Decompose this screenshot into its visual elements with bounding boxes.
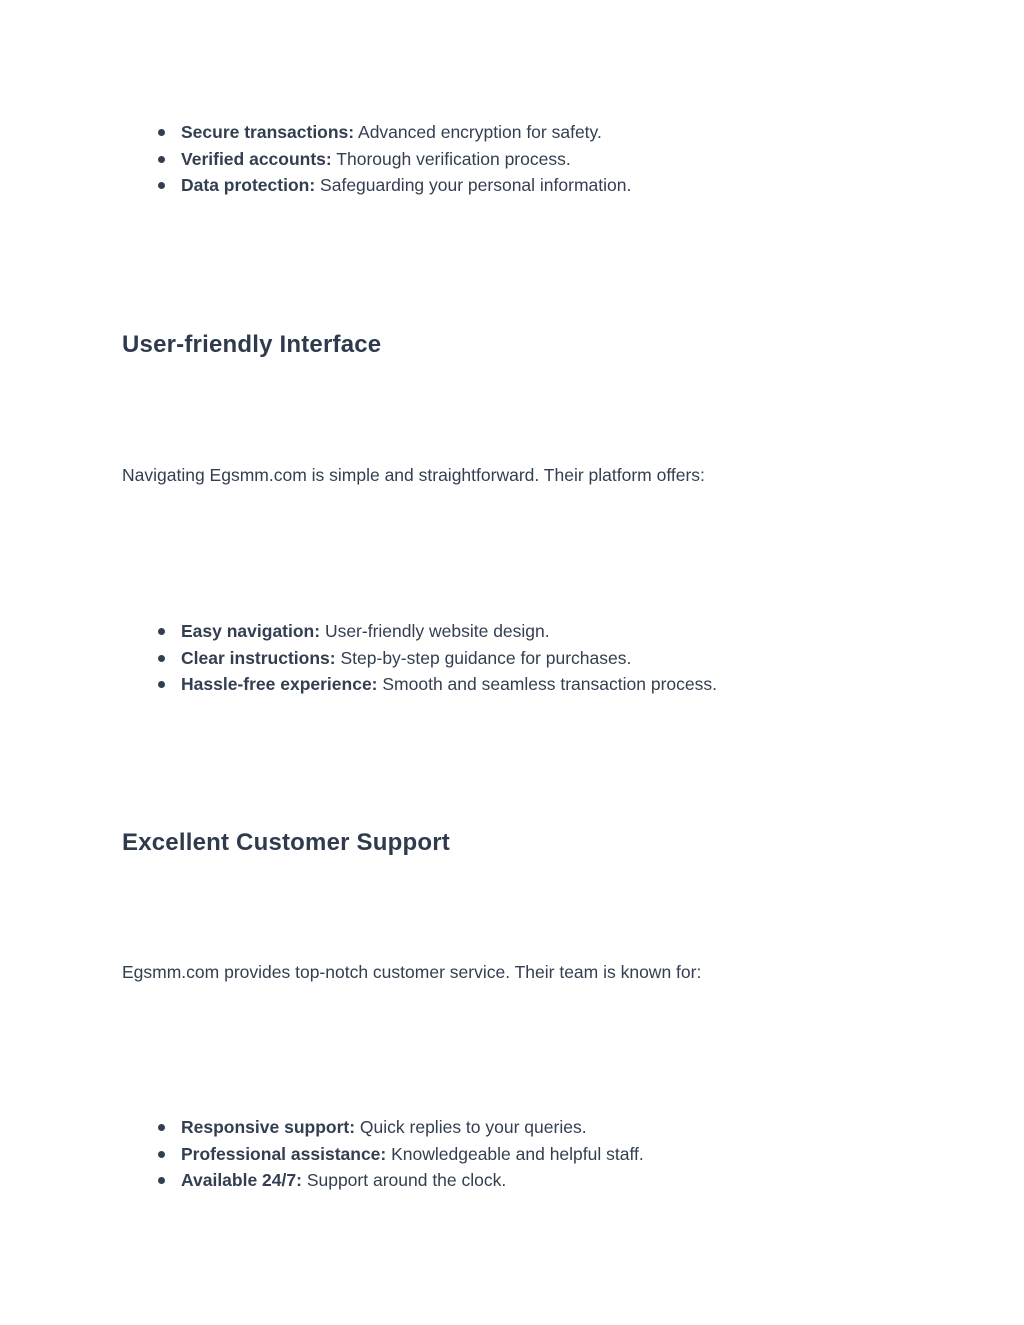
list-item <box>122 1167 644 1194</box>
section-heading-excellent-customer-support: Excellent Customer Support <box>122 829 450 856</box>
list-item-label: Hassle-free experience: <box>181 674 378 694</box>
list-item-text: Quick replies to your queries. <box>355 1117 587 1137</box>
list-item-text: Advanced encryption for safety. <box>354 122 602 142</box>
list-item <box>122 618 717 645</box>
list-item-text: Knowledgeable and helpful staff. <box>386 1143 644 1164</box>
list-item <box>122 172 631 199</box>
list-item-label: Secure transactions: <box>181 122 355 142</box>
list-item-text: Support around the clock. <box>301 1170 507 1190</box>
interface-bullet-list <box>122 618 717 698</box>
list-item-label: Available 24/7: <box>181 1170 302 1190</box>
list-item <box>122 119 631 146</box>
list-item-text: Step-by-step guidance for purchases. <box>335 647 632 668</box>
list-item-label: Responsive support: <box>181 1117 356 1137</box>
list-item-label: Professional assistance: <box>181 1143 387 1164</box>
list-item <box>122 146 631 173</box>
list-item-label: Easy navigation: <box>181 621 321 641</box>
list-item <box>122 1141 644 1168</box>
support-intro-paragraph: Egsmm.com provides top-notch customer service. Their team is known for: <box>122 962 702 982</box>
list-item <box>122 645 717 672</box>
interface-intro-paragraph: Navigating Egsmm.com is simple and straightforward. Their platform offers: <box>122 465 705 485</box>
list-item-text: Thorough verification process. <box>331 148 571 169</box>
list-item-label: Clear instructions: <box>181 647 336 668</box>
list-item-label: Data protection: <box>181 175 316 195</box>
list-item-text: Smooth and seamless transaction process. <box>377 674 717 694</box>
list-item-label: Verified accounts: <box>181 148 332 169</box>
list-item-text: Safeguarding your personal information. <box>315 175 632 195</box>
support-bullet-list <box>122 1114 644 1194</box>
security-bullet-list <box>122 119 631 199</box>
list-item <box>122 671 717 698</box>
list-item-text: User-friendly website design. <box>320 621 550 641</box>
list-item <box>122 1114 644 1141</box>
section-heading-user-friendly-interface: User-friendly Interface <box>122 331 382 358</box>
